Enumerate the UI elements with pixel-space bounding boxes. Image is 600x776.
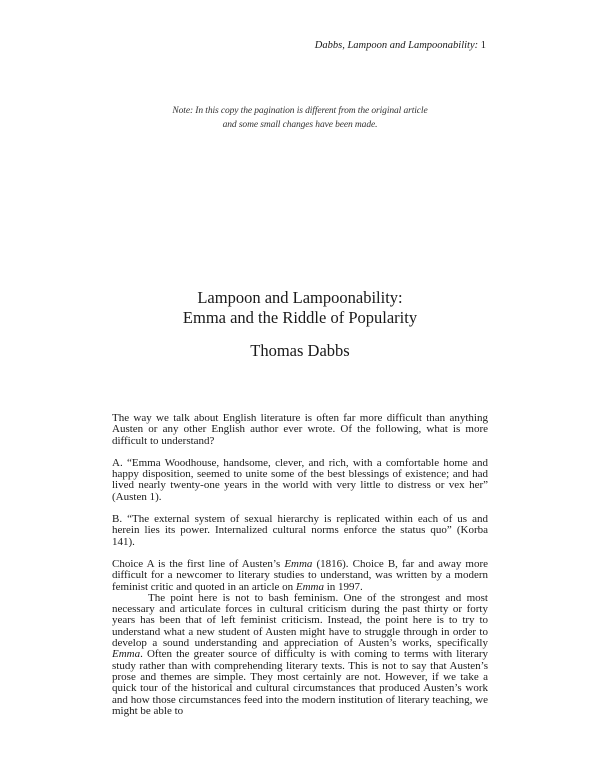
text-run: . Often the greater source of difficulty is with coming to terms with literary study rather than with comprehending literary texts. This is not to say that Austen’s prose and themes are simple. They most certainly are not. However, if we take a quick tour of the historical and cultural circumstances that produced Austen’s work and how those circumstances feed into the modern institution of literary teaching, we might be able to (112, 648, 488, 717)
author-name: Thomas Dabbs (250, 341, 350, 360)
choice-b-paragraph: B. “The external system of sexual hierarchy is replicated within each of us and herein lies its power. Internalized cultural norms enforce the status quo” (Korba 141). (112, 513, 488, 548)
text-run: (1816). Choice B, far and away more difficult for a newcomer to literary studies to understand, was written by a modern feminist critic and quoted in an article on (112, 557, 488, 593)
page-number: 1 (480, 40, 486, 51)
article-title (0, 288, 600, 328)
note-line-1: Note: In this copy the pagination is different from the original article (172, 106, 428, 116)
title-line-1: Lampoon and Lampoonability: (197, 288, 403, 307)
paragraph-point (112, 593, 488, 717)
text-run: The point here is not to bash feminism. One of the strongest and most necessary and articulate forces in cultural criticism during the past thirty or forty years has been that of left feminist criticism. Instead, the point here is to try to understand what a new student of Austen might have to struggle through in order to develop a sound understanding and appreciation of Austen’s works, specifically (112, 591, 488, 650)
running-title: Dabbs, Lampoon and Lampoonability: (314, 40, 479, 51)
choice-a-paragraph: A. “Emma Woodhouse, handsome, clever, and rich, with a comfortable home and happy disposition, seemed to unite some of the best blessings of existence; and had lived nearly twenty-one years in the world with very little to distress or vex her” (Austen 1). (112, 456, 488, 503)
running-header (315, 40, 486, 51)
emphasis-title: Emma (284, 557, 313, 570)
title-line-2: Emma and the Riddle of Popularity (182, 308, 418, 327)
emphasis-title: Emma (295, 580, 324, 593)
emphasis-title: Emma (112, 648, 141, 661)
article-body (112, 413, 488, 717)
editorial-note (0, 104, 600, 132)
paragraph-choice-discussion (112, 559, 488, 593)
text-run: Choice A is the first line of Austen’s (112, 557, 285, 570)
text-run: in 1997. (324, 580, 363, 593)
note-line-2: and some small changes have been made. (222, 120, 378, 130)
intro-paragraph: The way we talk about English literature is often far more difficult than anything Austen or any other English author ever wrote. Of the following, what is more difficult to understand? (112, 412, 488, 447)
